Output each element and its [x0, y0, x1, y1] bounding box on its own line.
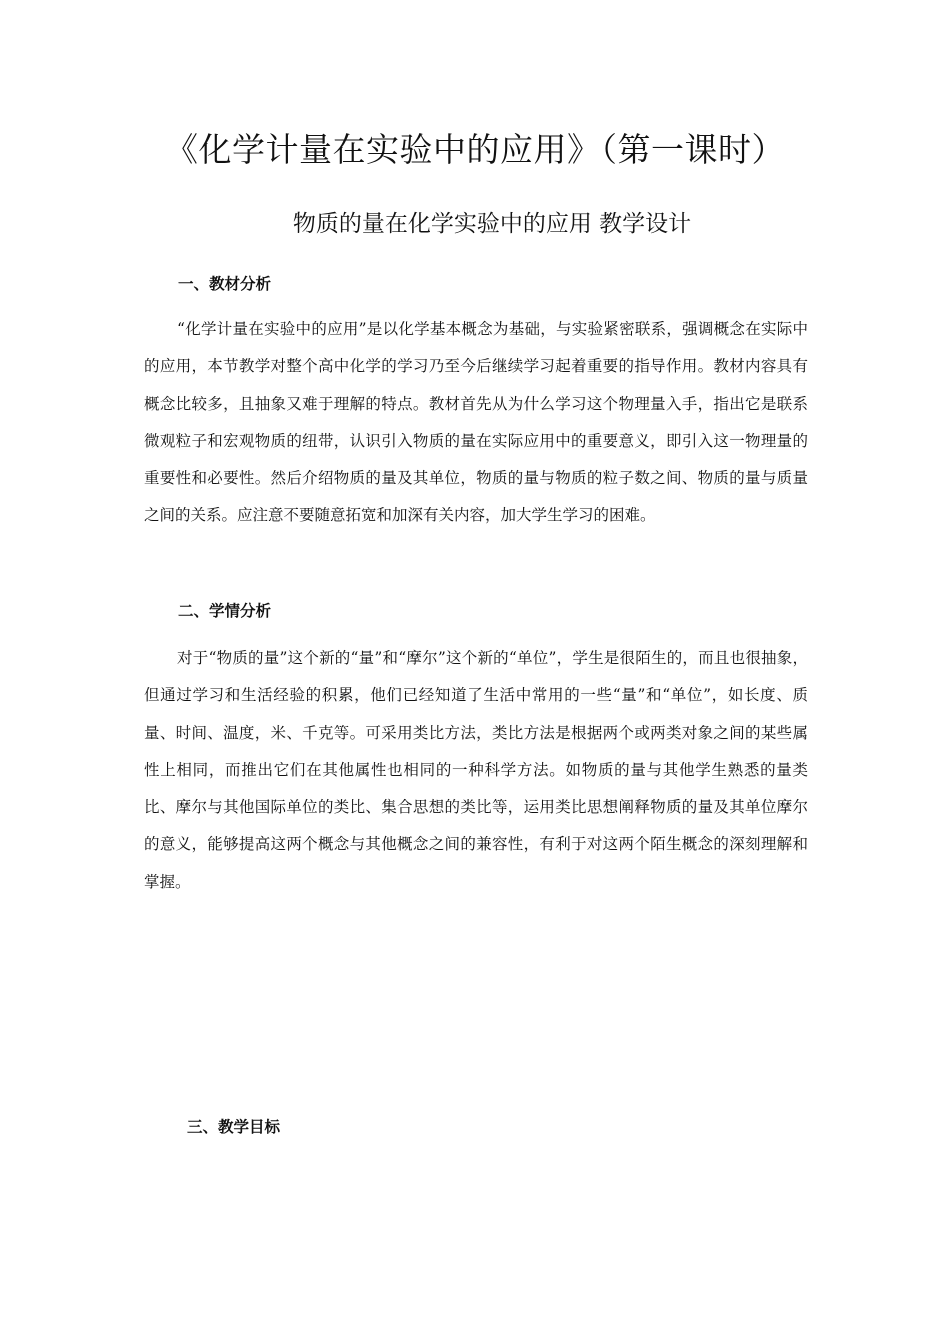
section-paragraph-textbook-analysis: “化学计量在实验中的应用”是以化学基本概念为基础，与实验紧密联系，强调概念在实际中的应用，本节教学对整个高中化学的学习乃至今后继续学习起着重要的指导作用。教材内容具有概念比较多，且抽象又难于理解的特点。教材首先从为什么学习这个物理量入手，指出它是联系微观粒子和宏观物质的纽带，认识引入物质的量在实际应用中的重要意义，即引入这一物理量的重要性和必要性。然后介绍物质的量及其单位，物质的量与物质的粒子数之间、物质的量与质量之间的关系。应注意不要随意拓宽和加深有关内容，加大学生学习的困难。: [144, 320, 808, 525]
section-heading-student-analysis: 二、学情分析: [178, 602, 272, 620]
document-subtitle: 物质的量在化学实验中的应用 教学设计: [292, 211, 692, 237]
document-title: 《化学计量在实验中的应用》（第一课时）: [165, 130, 785, 169]
section-heading-teaching-objectives: 三、教学目标: [187, 1118, 281, 1136]
section-paragraph-student-analysis: 对于“物质的量”这个新的“量”和“摩尔”这个新的“单位”，学生是很陌生的，而且也很抽象，但通过学习和生活经验的积累，他们已经知道了生活中常用的一些“量”和“单位”，如长度、质量、时间、温度，米、千克等。可采用类比方法，类比方法是根据两个或两类对象之间的某些属性上相同，而推出它们在其他属性也相同的一种科学方法。如物质的量与其他学生熟悉的量类比、摩尔与其他国际单位的类比、集合思想的类比等，运用类比思想阐释物质的量及其单位摩尔的意义，能够提高这两个概念与其他概念之间的兼容性，有利于对这两个陌生概念的深刻理解和掌握。: [144, 649, 808, 891]
section-heading-textbook-analysis: 一、教材分析: [178, 275, 272, 293]
